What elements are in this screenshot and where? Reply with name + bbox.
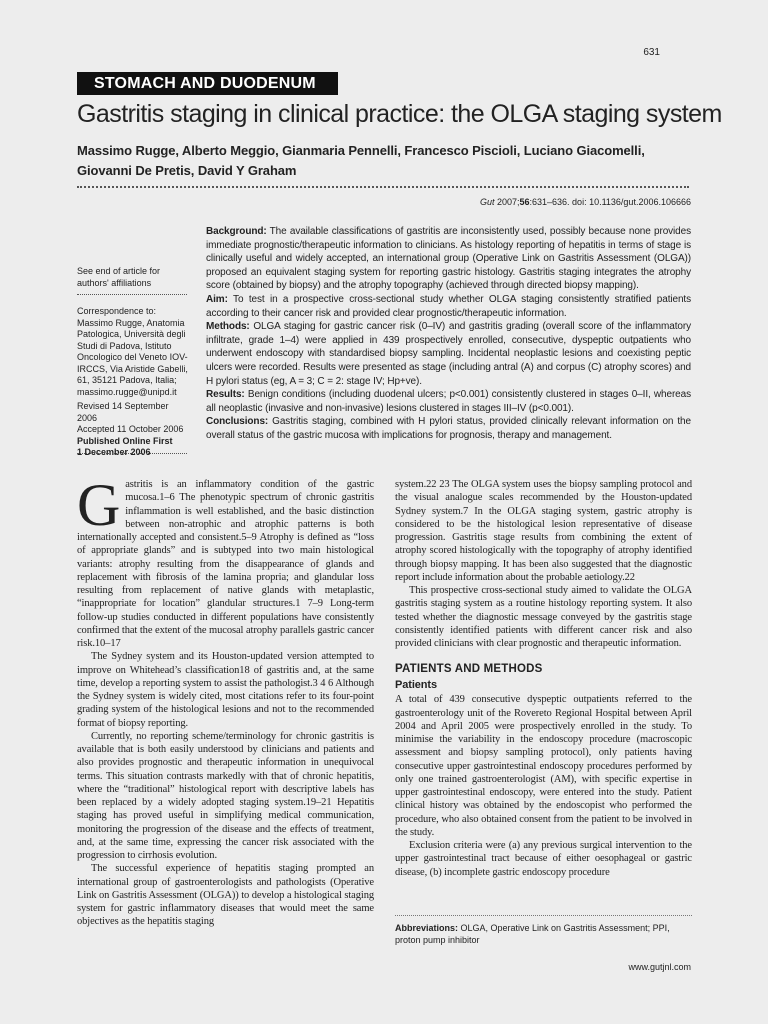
body-paragraph: The Sydney system and its Houston-updated version attempted to improve on Whitehead’s classification18 of gastritis and, at the same time, develop a reporting system to assist the pathologist.3 4 6 Although the Sydney system is widely cited, most citations refer to its four-point grading system of the histological lesions and not to the recommended format of biopsy reporting. bbox=[77, 651, 374, 729]
intro-text: astritis is an inflammatory condition of the gastric mucosa.1–6 The phenotypic spectrum of chronic gastritis inflammation is well established, and the basic distinction between non-atrophic and atrophic patterns is both internationally accepted and consistent.5–9 Atrophy is defined as “loss of appropriate glands” and is subtyped into two main histological variants: atrophy resulting from the disappearance of glands and replacement with fibrosis of the lamina propria; and glandular loss resulting from replacement of native glands with metaplastic, “inappropriate for location” glandular structures.1 7–9 Long-term follow-up studies conducted in different populations have consistently confirmed that the extent of the mucosal atrophy parallels gastric cancer risk.10–17 bbox=[77, 479, 374, 649]
footer-url: www.gutjnl.com bbox=[628, 962, 691, 972]
citation-volume: 56 bbox=[519, 197, 530, 207]
methods-text: OLGA staging for gastric cancer risk (0–IV) and gastritis grading (overall score of the inflammatory infiltrate, grade 1–4) were applied in 439 prospectively enrolled, consecutive, dyspeptic outpatients who underwent endoscopy with standardised biopsy sampling. Incidental neoplastic lesions and coexisting peptic ulcers were recorded. Results were presented as stage (including antral (A) and corpus (C) atrophy scores) and H pylori status (eg, A = 3; C = 2: stage IV; Hp+ve). bbox=[206, 321, 691, 387]
background-label: Background: bbox=[206, 226, 267, 237]
revised-date: Revised 14 September 2006 bbox=[77, 401, 169, 423]
article-title: Gastritis staging in clinical practice: the OLGA staging system bbox=[77, 100, 722, 128]
published-label: Published Online First bbox=[77, 435, 173, 446]
affiliations-note: See end of article for authors' affiliations bbox=[77, 266, 161, 288]
correspondence-label: Correspondence to: bbox=[77, 306, 157, 316]
body-paragraph: Currently, no reporting scheme/terminology for chronic gastritis is available that is both easily understood by clinicians and patients and also provides prognostic and therapeutic information in unequivocal terms. This situation contrasts markedly with that of chronic hepatitis, where the “traditional” histological report with descriptive labels has been replaced by a widely adopted staging system.19–21 Hepatitis staging has proved useful in simplifying medical communication, monitoring the progression of the disease and the effects of treatment, and, at the same time, expressing the cancer risk associated with the progression to cirrhosis evolution. bbox=[77, 730, 374, 861]
conclusions-text: Gastritis staging, combined with H pylori status, provided clinically relevant information on the overall status of the gastric mucosa with implications for prognosis, therapy and management. bbox=[206, 416, 691, 441]
citation-journal: Gut bbox=[479, 197, 495, 207]
abstract-aim bbox=[206, 293, 691, 320]
authors-line-2: Giovanni De Pretis, David Y Graham bbox=[77, 163, 297, 178]
abbreviations bbox=[395, 922, 692, 946]
citation bbox=[480, 197, 691, 207]
abstract-background bbox=[206, 225, 691, 293]
abstract-conclusions bbox=[206, 415, 691, 442]
section-heading: STOMACH AND DUODENUM bbox=[77, 72, 338, 95]
aim-label: Aim: bbox=[206, 293, 228, 305]
drop-cap: G bbox=[77, 472, 121, 538]
abstract-results bbox=[206, 388, 691, 415]
intro-paragraph bbox=[77, 472, 374, 650]
correspondence-address: Massimo Rugge, Anatomia Patologica, Università degli Studi di Padova, Istituto Oncologico del Veneto IOV-IRCCS, Via Aristide Gabelli, 61, 35121 Padova, Italia; massimo.rugge@unipd.it bbox=[77, 317, 188, 397]
citation-pages: :631–636. doi: 10.1136/gut.2006.106666 bbox=[529, 197, 691, 207]
authors bbox=[77, 141, 697, 181]
body-paragraph: A total of 439 consecutive dyspeptic outpatients referred to the gastroenterology unit of the Rovereto Regional Hospital between April 2004 and April 2005 were prospectively enrolled in the study. To minimise the variability in the endoscopy procedure (macroscopic assessment and biopsy sampling protocol), only patients having consecutive upper gastrointestinal endoscopy procedures performed by only one trained gastroenterologist (AM), with specific expertise in upper gastrointestinal endoscopy, were entered into the study. Patient clinical history was obtained by the endoscopist who performed the procedure, who also obtained consent from the patient to be involved in the study. bbox=[395, 694, 692, 838]
header-divider bbox=[77, 186, 689, 188]
published-date: 1 December 2006 bbox=[77, 447, 151, 457]
results-label: Results: bbox=[206, 389, 245, 401]
body-paragraph: Exclusion criteria were (a) any previous surgical intervention to the upper gastrointestinal tract because of either oesophageal or gastric disease, (b) incomplete gastric endoscopy procedure bbox=[395, 840, 692, 878]
body-paragraph: This prospective cross-sectional study aimed to validate the OLGA gastritis staging system as a routine histology reporting system. It also tested whether the diagnostic message conveyed by the gastritis stage consistently identified patients with different cancer risk and also provided clinicians with clear prognostic and therapeutic information. bbox=[395, 585, 692, 649]
background-text: The available classifications of gastritis are inconsistently used, possibly because none provides immediate prognostic/therapeutic information to clinicians. As histology reporting of hepatitis in terms of stage is clinically useful and widely accepted, an international group (Operative Link on Gastritis Assessment (OLGA)) proposed an equivalent staging system for reporting gastric histology. Gastritis staging integrates the atrophy score (obtained by biopsy) and the atrophy topography (achieved through directed biopsy mapping). bbox=[206, 226, 691, 292]
correspondence bbox=[77, 306, 190, 398]
page-number: 631 bbox=[643, 47, 660, 58]
abbreviations-divider bbox=[395, 915, 692, 916]
aim-text: To test in a prospective cross-sectional study whether OLGA staging consistently stratified patients according to their cancer risk and provided clear prognostic/therapeutic information. bbox=[206, 293, 691, 319]
abbreviations-label: Abbreviations: bbox=[395, 923, 459, 933]
sidebar-divider-2 bbox=[77, 453, 187, 454]
authors-line-1: Massimo Rugge, Alberto Meggio, Gianmaria Pennelli, Francesco Piscioli, Luciano Giacomelli, bbox=[77, 143, 645, 158]
sidebar-divider bbox=[77, 294, 187, 295]
body-paragraph: The successful experience of hepatitis staging prompted an international group of gastroenterologists and pathologists (Operative Link on Gastritis Assessment (OLGA)) to develop a histological staging system for gastric inflammatory diseases that would meet the same objectives as the hepatitis staging bbox=[77, 863, 374, 928]
abstract bbox=[206, 225, 691, 443]
body-paragraph: system.22 23 The OLGA system uses the biopsy sampling protocol and the visual analogue scales recommended by the Houston-updated Sydney system.7 In the OLGA staging system, gastric atrophy is considered to be the histological lesion representative of disease progression. Gastritis stage results from combining the extent of atrophy scored histologically with the topography of atrophy identified through biopsy mapping. It has been also suggested that the diagnostic report include information about the probable aetiology.22 bbox=[395, 479, 692, 583]
subsection-title-patients: Patients bbox=[395, 679, 437, 692]
article-dates bbox=[77, 401, 190, 459]
results-text: Benign conditions (including duodenal ulcers; p<0.001) consistently clustered in stages 0–II, whereas all neoplastic (invasive and non-invasive) lesions clustered in stages III–IV (p<0.001). bbox=[206, 389, 691, 414]
abstract-methods bbox=[206, 320, 691, 388]
citation-year: 2007; bbox=[496, 197, 520, 207]
section-title-patients-methods: PATIENTS AND METHODS bbox=[395, 663, 543, 676]
conclusions-label: Conclusions: bbox=[206, 416, 269, 428]
accepted-date: Accepted 11 October 2006 bbox=[77, 424, 184, 434]
methods-label: Methods: bbox=[206, 321, 250, 333]
body-column-right bbox=[395, 478, 692, 879]
body-column-left bbox=[77, 472, 374, 929]
abbreviations-text: OLGA, Operative Link on Gastritis Assessment; PPI, proton pump inhibitor bbox=[395, 923, 670, 945]
